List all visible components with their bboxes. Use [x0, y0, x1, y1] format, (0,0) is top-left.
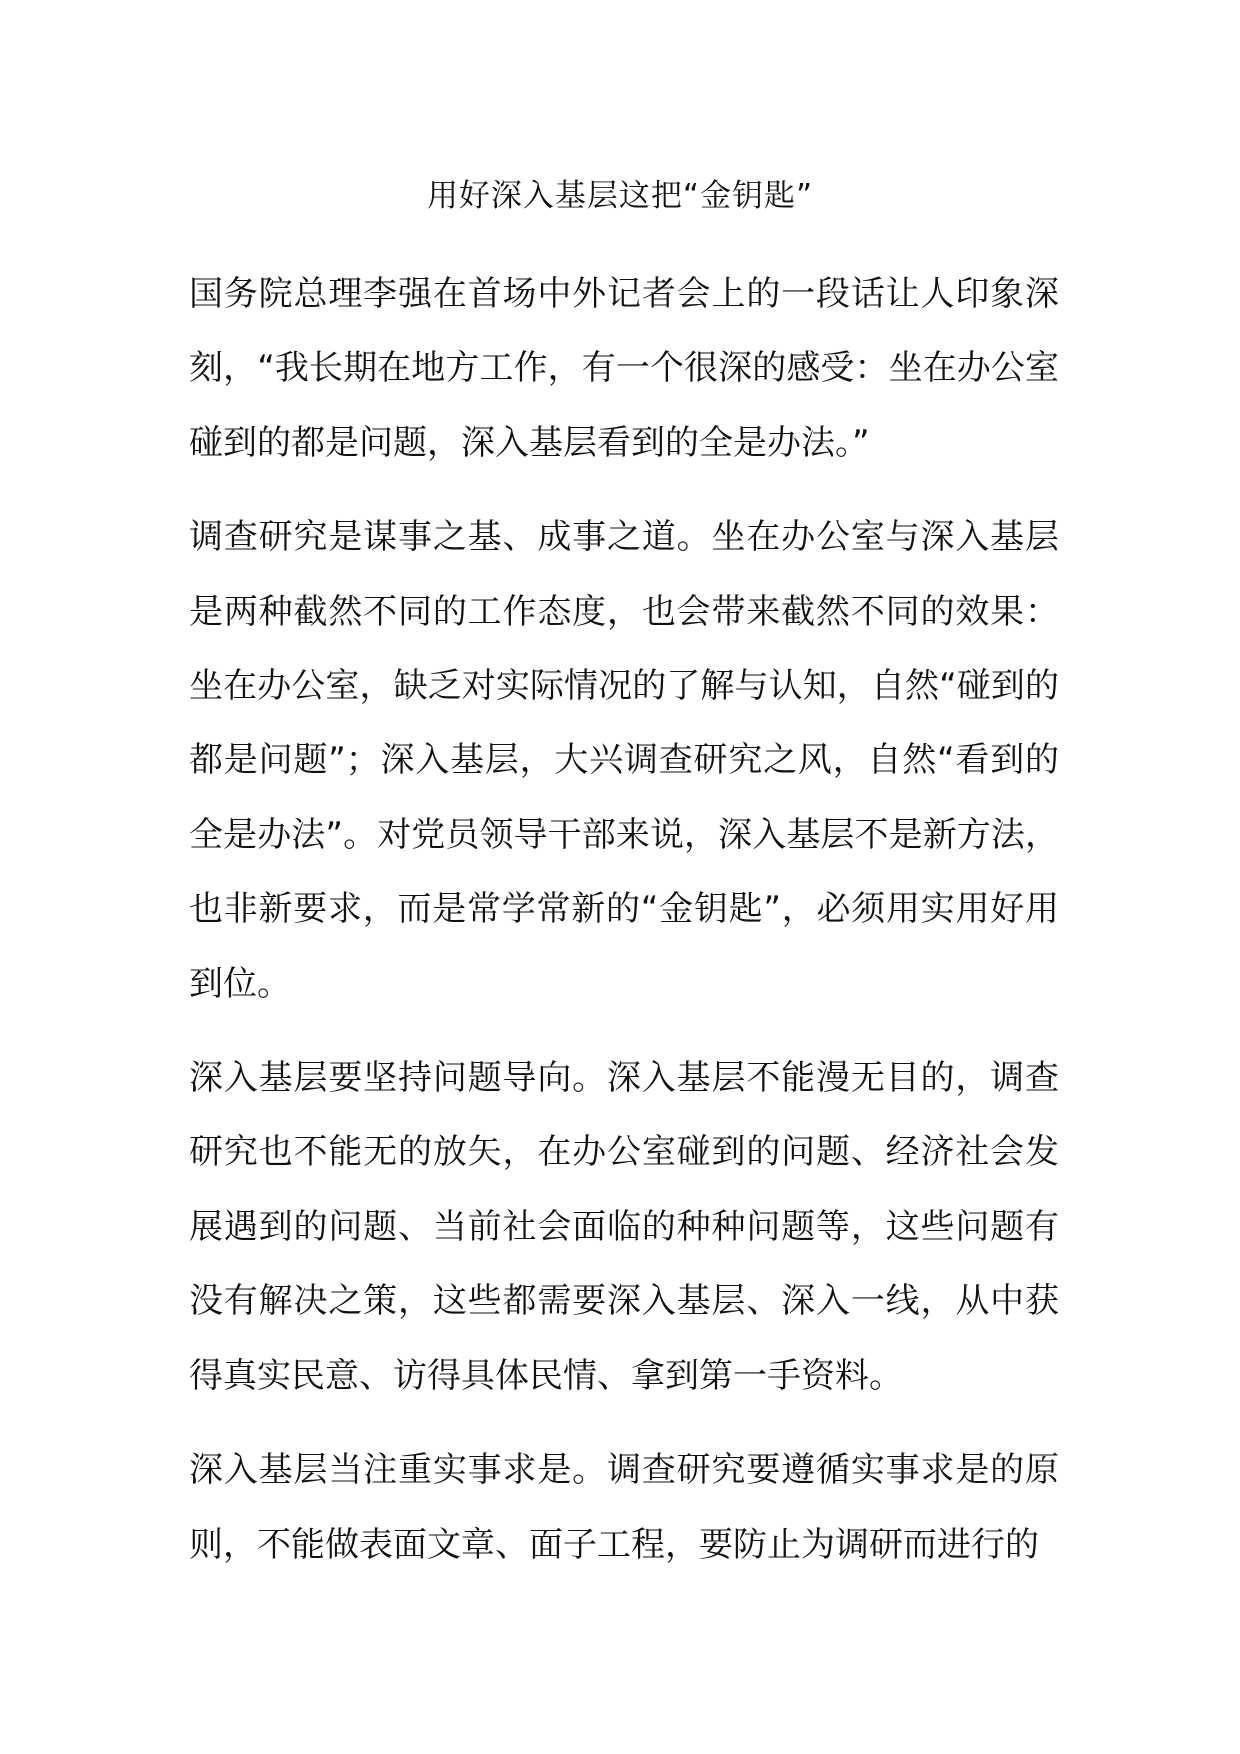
document-body	[189, 257, 1059, 1602]
document-title: 用好深入基层这把“金钥匙”	[426, 178, 814, 214]
paragraph-3: 深入基层要坚持问题导向。深入基层不能漫无目的，调查研究也不能无的放矢，在办公室碰到的问题、经济社会发展遇到的问题、当前社会面临的种种问题等，这些问题有没有解决之策，这些都需要深入基层、深入一线，从中获得真实民意、访得具体民情、拿到第一手资料。	[189, 1058, 1059, 1396]
paragraph-2: 调查研究是谋事之基、成事之道。坐在办公室与深入基层是两种截然不同的工作态度，也会带来截然不同的效果：坐在办公室，缺乏对实际情况的了解与认知，自然“碰到的都是问题”；深入基层，大兴调查研究之风，自然“看到的全是办法”。对党员领导干部来说，深入基层不是新方法，也非新要求，而是常学常新的“金钥匙”，必须用实用好用到位。	[189, 517, 1059, 1004]
paragraph-4: 深入基层当注重实事求是。调查研究要遵循实事求是的原则，不能做表面文章、面子工程，要防止为调研而进行的	[189, 1450, 1059, 1565]
paragraph-1: 国务院总理李强在首场中外记者会上的一段话让人印象深刻，“我长期在地方工作，有一个很深的感受：坐在办公室碰到的都是问题，深入基层看到的全是办法。”	[189, 274, 1059, 463]
